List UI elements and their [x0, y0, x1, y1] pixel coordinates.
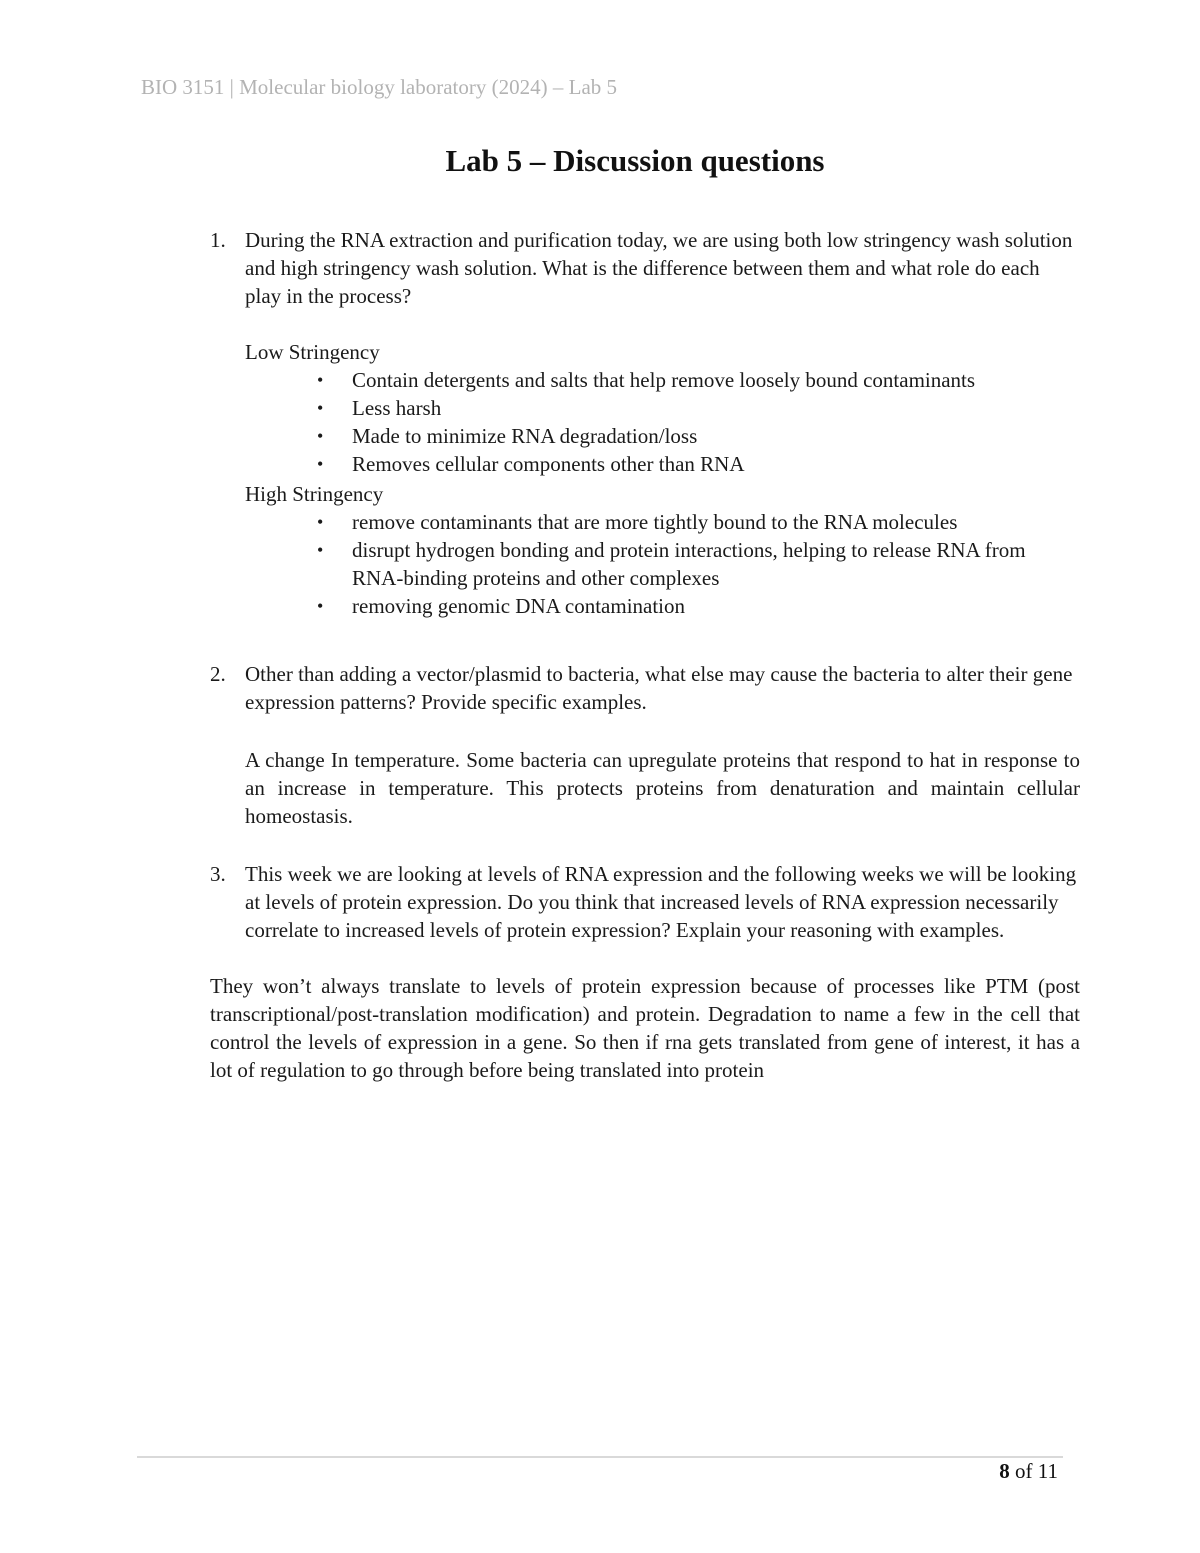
list-item: • remove contaminants that are more tightly bound to the RNA molecules — [317, 508, 1080, 536]
low-stringency-list — [245, 366, 1080, 478]
page-current: 8 — [999, 1459, 1010, 1483]
question-number: 3. — [210, 862, 226, 886]
low-stringency-heading: Low Stringency — [245, 340, 380, 364]
question-number: 2. — [210, 662, 226, 686]
page-title: Lab 5 – Discussion questions — [445, 143, 825, 178]
high-stringency-heading: High Stringency — [245, 482, 384, 506]
question-text: Other than adding a vector/plasmid to bacteria, what else may cause the bacteria to alter their gene expression patterns? Provide specific examples. — [245, 662, 1073, 714]
page-total: 11 — [1037, 1459, 1058, 1483]
document-body — [210, 226, 1080, 1084]
question-3 — [210, 860, 1080, 944]
answer-1-high — [210, 480, 1080, 620]
high-stringency-list — [245, 508, 1080, 620]
answer-3: They won’t always translate to levels of protein expression because of processes like PTM (post transcriptional/post-translation modification) and protein. Degradation to name a few in the cell that control the levels of expression in a gene. So then if rna gets translated from gene of interest, it has a lot of regulation to go through before being translated into protein — [210, 974, 1080, 1082]
question-number: 1. — [210, 228, 226, 252]
list-item: • Less harsh — [317, 394, 1080, 422]
answer-1 — [210, 338, 1080, 478]
question-2 — [210, 660, 1080, 716]
running-header: BIO 3151 | Molecular biology laboratory (2024) – Lab 5 — [141, 75, 618, 99]
list-item: • Contain detergents and salts that help remove loosely bound contaminants — [317, 366, 1080, 394]
list-item: • disrupt hydrogen bonding and protein interactions, helping to release RNA from RNA-binding proteins and other complexes — [317, 536, 1080, 592]
list-item: • Removes cellular components other than RNA — [317, 450, 1080, 478]
footer-divider — [137, 1456, 1063, 1458]
page-number — [999, 1459, 1058, 1484]
question-text: During the RNA extraction and purification today, we are using both low stringency wash solution and high stringency wash solution. What is the difference between them and what role do each play in the process? — [245, 228, 1073, 308]
question-1 — [210, 226, 1080, 310]
question-text: This week we are looking at levels of RNA expression and the following weeks we will be looking at levels of protein expression. Do you think that increased levels of RNA expression necessarily correlate to increased levels of protein expression? Explain your reasoning with examples. — [245, 862, 1077, 942]
list-item: • removing genomic DNA contamination — [317, 592, 1080, 620]
list-item: • Made to minimize RNA degradation/loss — [317, 422, 1080, 450]
answer-2: A change In temperature. Some bacteria can upregulate proteins that respond to hat in response to an increase in temperature. This protects proteins from denaturation and maintain cellular homeostasis. — [245, 748, 1080, 828]
page-separator: of — [1009, 1459, 1038, 1483]
